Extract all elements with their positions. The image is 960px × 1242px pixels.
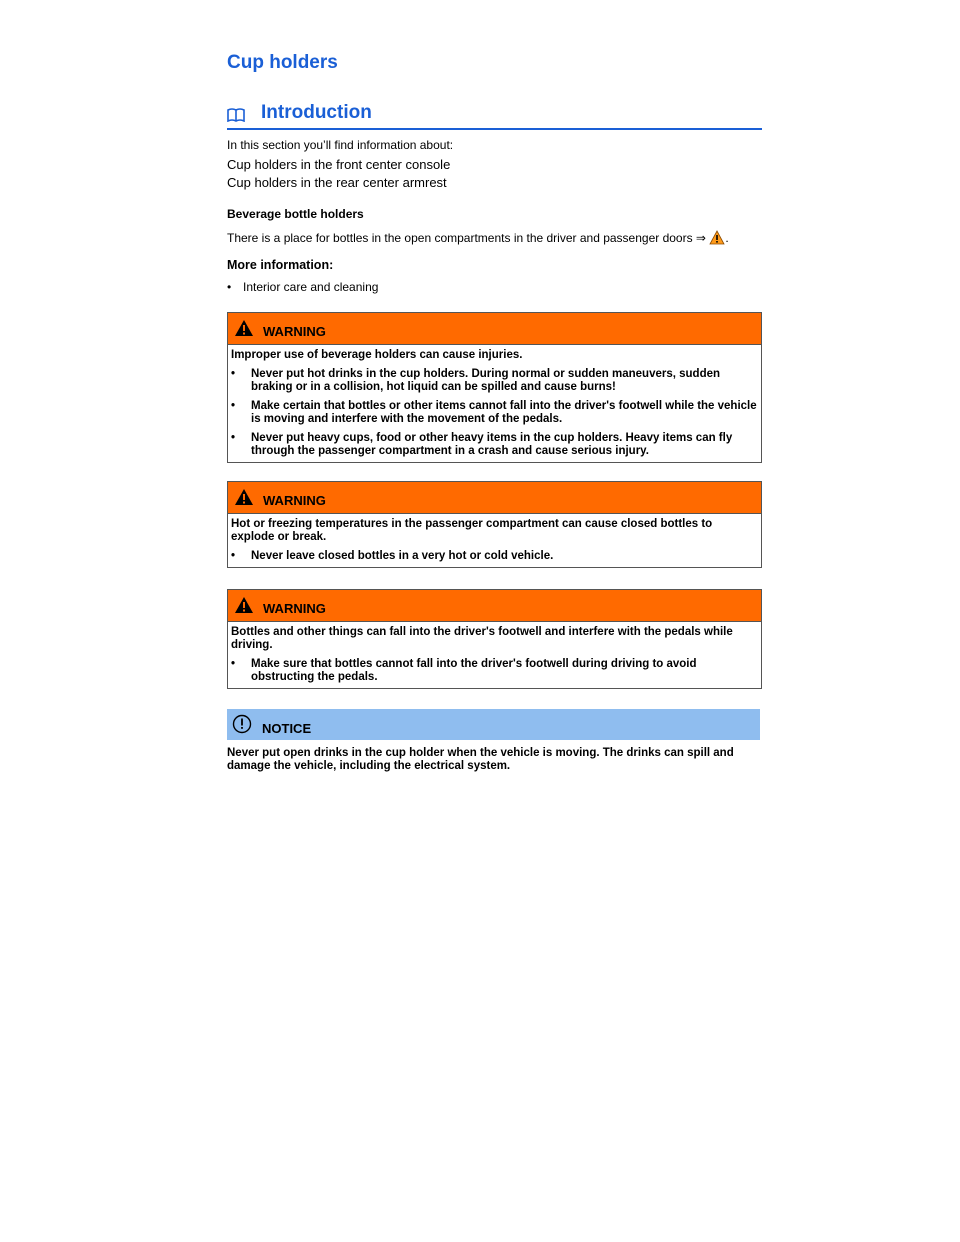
warning-intro: Bottles and other things can fall into the driver's footwell and interfere with the pedals while driving.	[231, 626, 733, 651]
bottles-text: There is a place for bottles in the open compartments in the driver and passenger doors ⇒ .	[227, 231, 729, 245]
warning-triangle-icon[interactable]	[709, 230, 725, 245]
warning-label: WARNING	[263, 493, 326, 508]
warning-header	[228, 482, 761, 514]
warning-bullet: • Never put heavy cups, food or other heavy items in the cup holders. Heavy items can fly through the passenger compartment in a crash and cause serious injury.	[231, 432, 733, 457]
warning-header	[228, 590, 761, 622]
bottles-heading: Beverage bottle holders	[227, 207, 364, 221]
warning-box-3	[227, 589, 762, 689]
warning-box-2	[227, 481, 762, 568]
warning-header	[228, 313, 761, 345]
more-heading: More information:	[227, 258, 334, 272]
warning-bullet: • Never put hot drinks in the cup holders. During normal or sudden maneuvers, sudden braking or in a collision, hot liquid can be spilled and cause burns!	[231, 368, 721, 393]
intro-header	[227, 102, 762, 130]
warning-box-1	[227, 312, 762, 463]
warning-body	[228, 622, 761, 688]
warning-intro: Hot or freezing temperatures in the passenger compartment can cause closed bottles to explode or break.	[231, 518, 713, 543]
notice-text: Never put open drinks in the cup holder when the vehicle is moving. The drinks can spill and damage the vehicle, including the electrical system.	[227, 747, 734, 772]
intro-link-rear[interactable]: Cup holders in the rear center armrest	[227, 175, 447, 190]
exclamation-circle-icon	[232, 714, 252, 734]
warning-body	[228, 345, 761, 462]
warning-bullet: • Make certain that bottles or other items cannot fall into the driver's footwell while the vehicle is moving and interfere with the movement of the pedals.	[231, 400, 757, 425]
warning-triangle-icon	[234, 596, 254, 614]
warning-intro: Improper use of beverage holders can cause injuries.	[231, 349, 523, 361]
warning-bullet: • Never leave closed bottles in a very hot or cold vehicle.	[231, 550, 554, 562]
intro-title: Introduction	[261, 102, 372, 123]
warning-triangle-icon	[234, 319, 254, 337]
more-item[interactable]: • Interior care and cleaning	[227, 280, 379, 294]
warning-body	[228, 514, 761, 567]
intro-lead: In this section you’ll find information about:	[227, 138, 454, 152]
warning-triangle-icon	[234, 488, 254, 506]
warning-label: WARNING	[263, 601, 326, 616]
warning-bullet: • Make sure that bottles cannot fall into the driver's footwell during driving to avoid obstructing the pedals.	[231, 658, 697, 683]
notice-header	[227, 709, 760, 740]
intro-link-front[interactable]: Cup holders in the front center console	[227, 157, 451, 172]
warning-label: WARNING	[263, 324, 326, 339]
page-title: Cup holders	[227, 52, 338, 73]
notice-label: NOTICE	[262, 721, 312, 736]
book-icon	[227, 108, 245, 122]
